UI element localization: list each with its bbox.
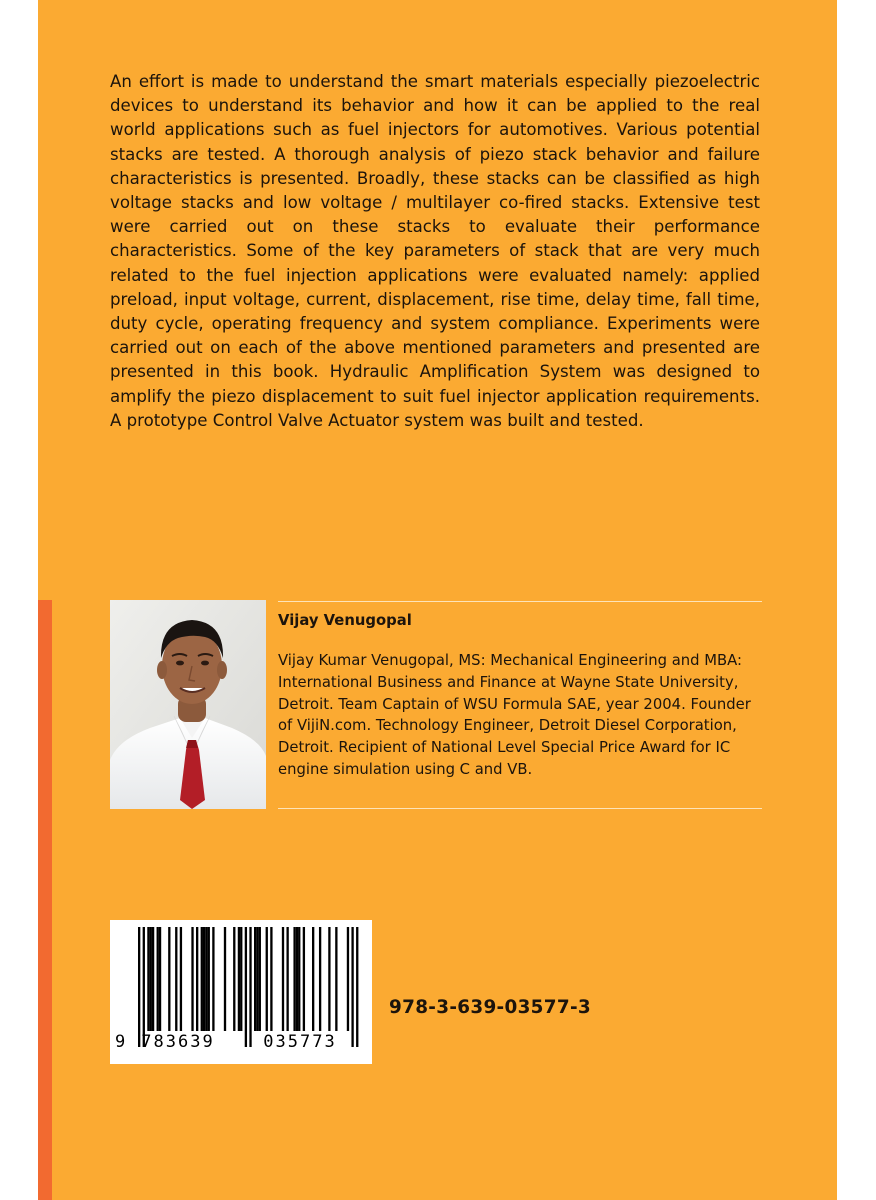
- author-bio: Vijay Kumar Venugopal, MS: Mechanical Engineering and MBA: International Business and Finance at Wayne State University, Detroit. Team Captain of WSU Formula SAE, year 2004. Founder of VijiN.com. Technology Engineer, Detroit Diesel Corporation, Detroit. Recipient of National Level Special Price Award for IC engine simulation using C and VB.: [278, 652, 751, 778]
- barcode-bar: [138, 927, 140, 1047]
- barcode-lead-digit: 9: [115, 1032, 126, 1052]
- barcode-bar: [259, 927, 261, 1031]
- barcode-bar: [356, 927, 358, 1047]
- spine-accent-strip: [38, 600, 52, 1200]
- barcode-bar: [150, 927, 152, 1031]
- isbn-barcode: [110, 920, 372, 1064]
- barcode-left-digits: 783639: [141, 1032, 215, 1052]
- barcode-bar: [175, 927, 177, 1031]
- barcode-bar: [319, 927, 321, 1031]
- barcode-bar: [296, 927, 298, 1031]
- barcode-bar: [298, 927, 300, 1031]
- barcode-bar: [208, 927, 210, 1031]
- book-description: An effort is made to understand the smart materials especially piezoelectric devices to understand its behavior and how it can be applied to the real world applications such as fuel injectors for automotives. Various potential stacks are tested. A thorough analysis of piezo stack behavior and failure characteristics is presented. Broadly, these stacks can be classified as high voltage stacks and low voltage / multilayer co-fired stacks. Extensive test were carried out on these stacks to evaluate their performance characteristics. Some of the key parameters of stack that are very much related to the fuel injection applications were evaluated namely: applied preload, input voltage, current, displacement, rise time, delay time, fall time, duty cycle, operating frequency and system compliance. Experiments were carried out on each of the above mentioned parameters and presented are presented in this book. Hydraulic Amplification System was designed to amplify the piezo displacement to suit fuel injector application requirements. A prototype Control Valve Actuator system was built and tested.: [110, 72, 760, 430]
- barcode-bar: [191, 927, 193, 1031]
- barcode-bar: [351, 927, 353, 1047]
- author-section-top-rule: [278, 601, 762, 602]
- barcode-bar: [240, 927, 242, 1031]
- barcode-bar: [157, 927, 159, 1031]
- barcode-bar: [312, 927, 314, 1031]
- barcode-bar: [143, 927, 145, 1047]
- barcode-bar: [238, 927, 240, 1031]
- barcode-bar: [266, 927, 268, 1031]
- barcode-bar: [254, 927, 256, 1031]
- barcode-bar: [256, 927, 258, 1031]
- barcode-bar: [180, 927, 182, 1031]
- author-name: Vijay Venugopal: [278, 612, 412, 629]
- barcode-bar: [249, 927, 251, 1047]
- barcode-bar: [233, 927, 235, 1031]
- barcode-bar: [347, 927, 349, 1031]
- barcode-bar: [203, 927, 205, 1031]
- barcode-bar: [201, 927, 203, 1031]
- author-section-bottom-rule: [278, 808, 762, 809]
- barcode-graphic: [110, 920, 372, 1064]
- barcode-bar: [205, 927, 207, 1031]
- barcode-bar: [303, 927, 305, 1031]
- isbn-number: 978-3-639-03577-3: [389, 997, 591, 1018]
- barcode-bar: [224, 927, 226, 1031]
- barcode-bar: [335, 927, 337, 1031]
- barcode-bar: [196, 927, 198, 1031]
- barcode-bar: [152, 927, 154, 1031]
- barcode-right-digits: 035773: [263, 1032, 337, 1052]
- author-photo: [110, 600, 266, 809]
- barcode-bar: [270, 927, 272, 1031]
- barcode-bar: [212, 927, 214, 1031]
- barcode-bar: [168, 927, 170, 1031]
- barcode-bar: [286, 927, 288, 1031]
- barcode-bar: [147, 927, 149, 1031]
- barcode-bar: [293, 927, 295, 1031]
- barcode-bars: [138, 927, 358, 1047]
- barcode-bar: [159, 927, 161, 1031]
- barcode-bar: [328, 927, 330, 1031]
- barcode-bar: [282, 927, 284, 1031]
- barcode-bar: [245, 927, 247, 1047]
